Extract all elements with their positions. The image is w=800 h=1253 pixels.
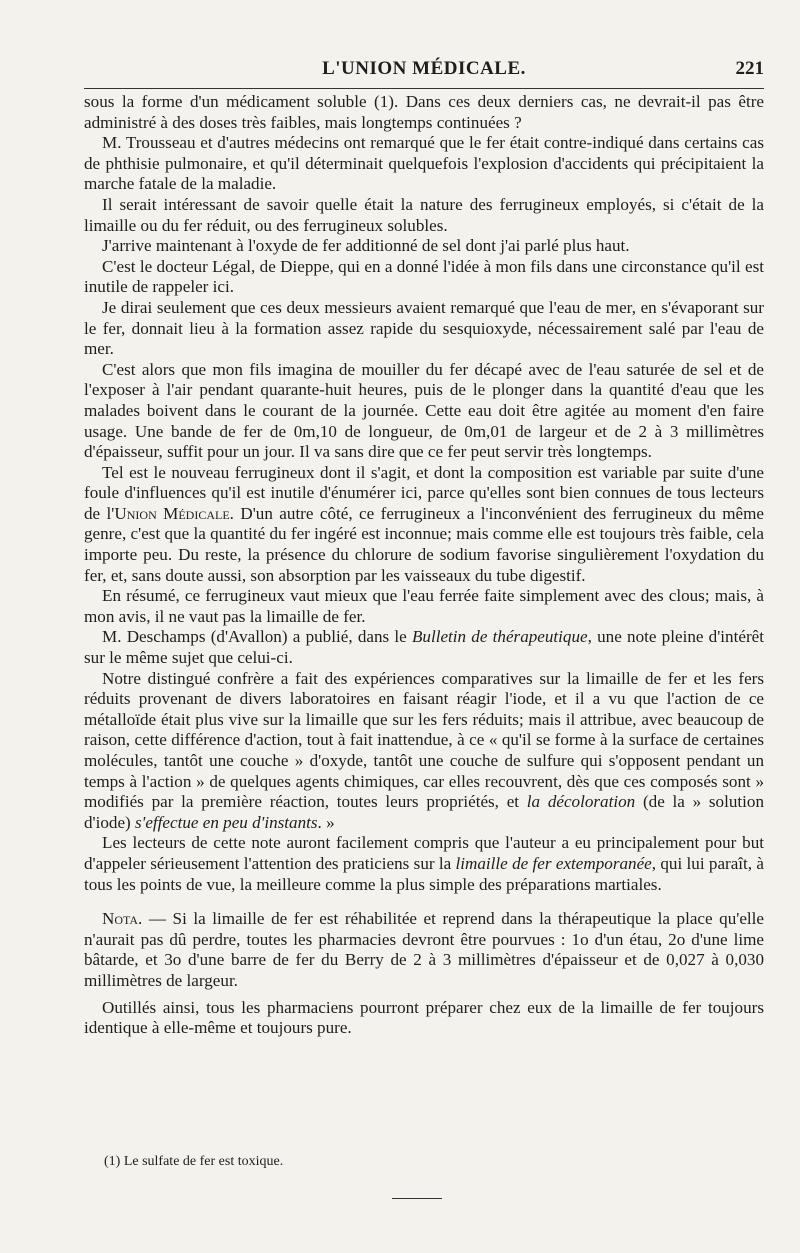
spacer [84,895,764,909]
paragraph: M. Trousseau et d'autres médecins ont remarqué que le fer était contre-indiqué dans certains cas de phthisie pulmonaire, et qu'il déterminait quelquefois l'explosion d'accidents qui précipitaient la marche fatale de la maladie. [84,133,764,194]
text-run: M. Deschamps (d'Avallon) a publié, dans le [102,627,412,647]
journal-name: Union Médicale [114,503,230,523]
paragraph [84,627,764,668]
text-run: , qui lui paraît, à tous les points de vue, la meilleure comme la plus simple des préparations martiales. [84,853,764,894]
nota-label: Nota. [102,909,143,929]
nota-paragraph [84,909,764,991]
emphasis: la décoloration [526,792,636,812]
header-rule [84,88,764,89]
paragraph: Outillés ainsi, tous les pharmaciens pourront préparer chez eux de la limaille de fer toujours identique à elle-même et toujours pure. [84,997,764,1038]
paragraph: J'arrive maintenant à l'oxyde de fer additionné de sel dont j'ai parlé plus haut. [102,236,630,256]
page-header [84,52,764,88]
paragraph [84,669,764,834]
paragraph [84,463,764,587]
paragraph: C'est alors que mon fils imagina de mouiller du fer décapé avec de l'eau saturée de sel et de l'exposer à l'air pendant quarante-huit heures, puis de le plonger dans la quantité d'eau que les malades boivent dans le courant de la journée. Cette eau doit être agitée au moment d'en faire usage. Une bande de fer de 0m,10 de longueur, de 0m,01 de largeur et de 2 à 3 millimètres d'épaisseur, suffit pour un jour. Il va sans dire que ce fer peut servir très longtemps. [84,359,764,462]
emphasis: limaille de fer extemporanée [455,853,652,873]
paragraph: En résumé, ce ferrugineux vaut mieux que l'eau ferrée faite simplement avec des clous; mais, à mon avis, il ne vaut pas la limaille de fer. [84,586,764,626]
text-run: Tel est le nouveau ferrugineux dont il s'agit, et dont la composition est variable par suite d'une foule d'influences qu'il est inutile d'énumérer ici, parce qu'elles sont bien connues de tous lecteurs de l' [84,462,764,523]
text-run: — Si la limaille de fer est réhabilitée et reprend dans la thérapeutique la place qu'elle n'aurait pas dû perdre, toutes les pharmacies devront être pourvues : 1o d'un étau, 2o d'une lime bâtarde, et 3o d'une barre de fer du Berry de 2 à 3 millimètres d'épaisseur et de 0,027 à 0,030 millimètres de largeur. [84,909,764,990]
paragraph: Il serait intéressant de savoir quelle était la nature des ferrugineux employés, si c'était de la limaille ou du fer réduit, ou des ferrugineux solubles. [84,194,764,235]
footnote: (1) Le sulfate de fer est toxique. [104,1154,284,1169]
text-run: (de la » solution d'iode) [84,792,764,832]
text-run: . D'un autre côté, ce ferrugineux a l'inconvénient des ferrugineux du même genre, c'est que la quantité du fer ingéré est inconnue; mais comme elle est toujours très faible, cela importe peu. Du reste, la présence du chlorure de sodium favorise singulièrement l'oxydation du fer, et, sans doute aussi, son absorption par les vaisseaux du tube digestif. [84,503,764,585]
text-run: Notre distingué confrère a fait des expériences comparatives sur la limaille de fer et les fers réduits provenant de divers laboratoires en faisant réagir l'iode, et il a vu que l'action de ce métalloïde était plus vive sur la limaille que sur les fers réduits; mais il attribue, avec beaucoup de raison, cette différence d'action, tout à fait inattendue, à ce « qu'il se forme à la surface de certaines molécules, tantôt une couche » d'oxyde, tantôt une couche de sulfure qui s'opposent pendant un temps à l'action » de quelques agents chimiques, car elles recouvrent, dès que ces composés sont » modifiés par la première réaction, toutes leurs propriétés, et [84,668,764,812]
text-run: , une note pleine d'intérêt sur le même sujet que celui-ci. [84,627,764,668]
text-run: . » [317,812,335,832]
body-text [84,92,764,1039]
page-number: 221 [735,58,764,79]
text-run: Les lecteurs de cette note auront facilement compris que l'auteur a eu principalement pour but d'appeler sérieusement l'attention des praticiens sur la [84,833,764,873]
journal-title: Bulletin de thérapeutique [411,627,588,647]
paragraph: C'est le docteur Légal, de Dieppe, qui en a donné l'idée à mon fils dans une circonstance qu'il est inutile de rappeler ici. [84,256,764,297]
emphasis: s'effectue en peu d'instants [135,812,318,832]
paragraph: Je dirai seulement que ces deux messieurs avaient remarqué que l'eau de mer, en s'évaporant sur le fer, donnait lieu à la formation assez rapide du sesquioxyde, nécessairement salé par l'eau de mer. [84,297,764,359]
footer-rule [392,1198,442,1199]
running-head: L'UNION MÉDICALE. [322,58,526,79]
paragraph [84,833,764,895]
paragraph: sous la forme d'un médicament soluble (1). Dans ces deux derniers cas, ne devrait-il pas être administré à des doses très faibles, mais longtemps continuées ? [84,92,764,132]
